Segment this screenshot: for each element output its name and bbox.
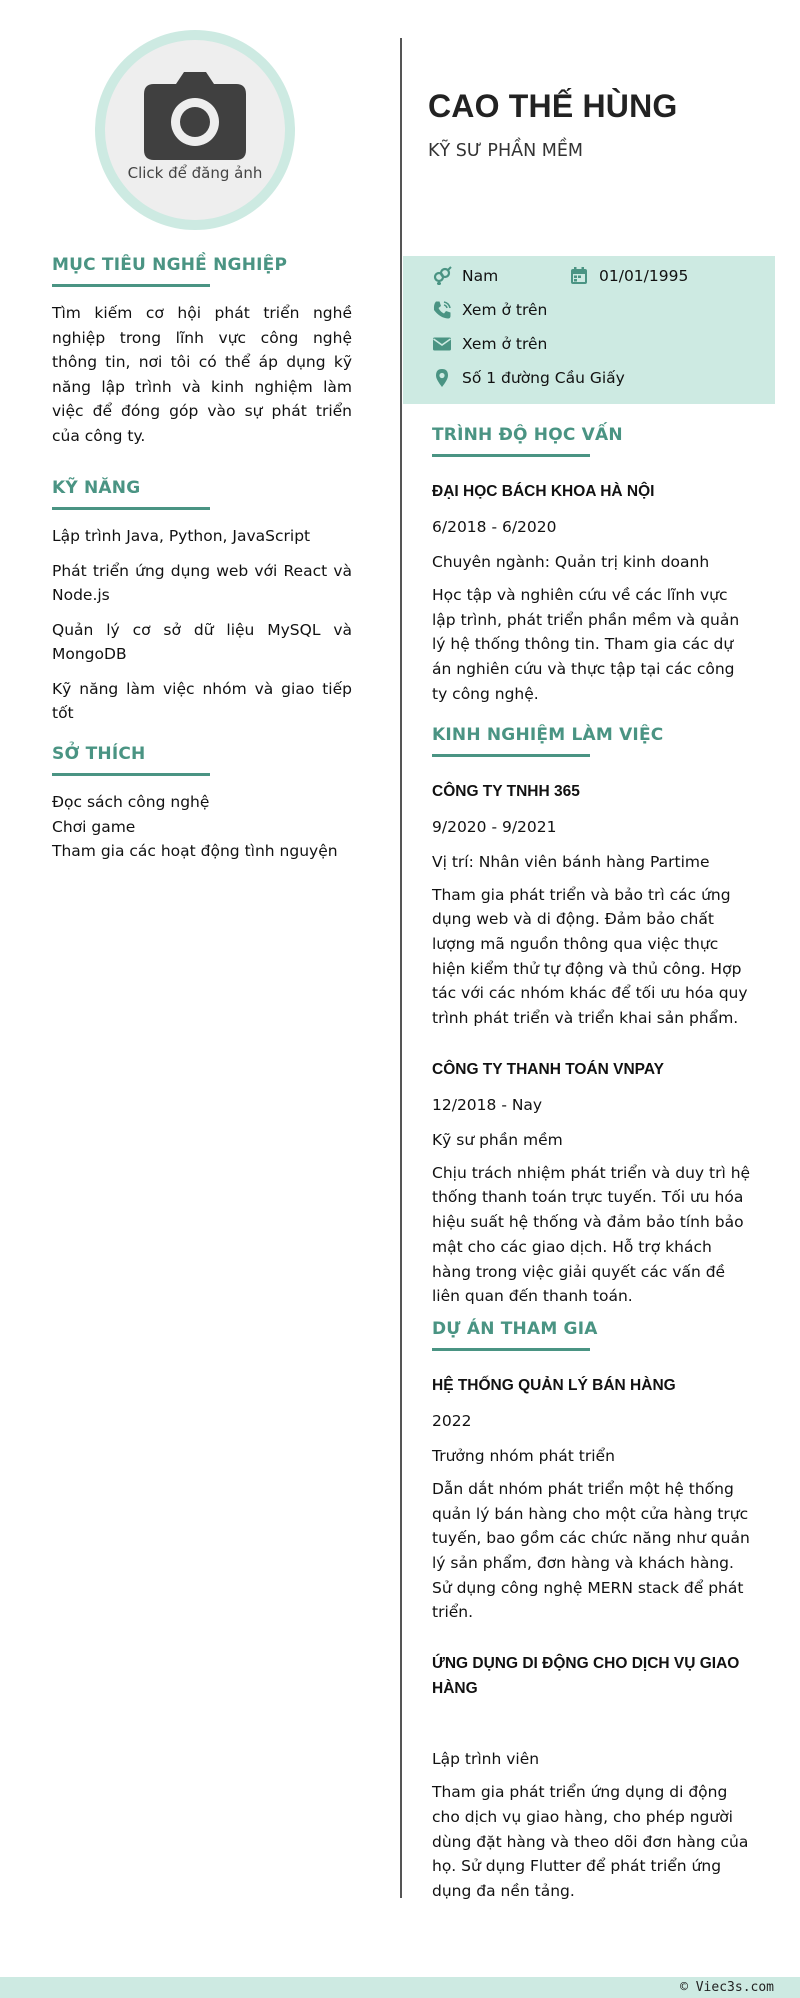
calendar-icon	[569, 266, 589, 286]
section-title-education: TRÌNH ĐỘ HỌC VẤN	[432, 425, 623, 445]
contact-email	[432, 334, 547, 354]
envelope-icon	[432, 334, 452, 354]
skill-item: Quản lý cơ sở dữ liệu MySQL và MongoDB	[52, 621, 352, 663]
skill-item: Phát triển ứng dụng web với React và Node.js	[52, 562, 352, 604]
section-underline	[432, 754, 590, 757]
project-description: Dẫn dắt nhóm phát triển một hệ thống quản lý bán hàng cho một cửa hàng trực tuyến, bao gồm các chức năng như quản lý sản phẩm, đơn hàng và khách hàng. Sử dụng công nghệ MERN stack để phát triển.	[432, 1479, 750, 1622]
gender-icon	[432, 266, 452, 286]
section-underline	[432, 454, 590, 457]
section-title-hobbies: SỞ THÍCH	[52, 744, 146, 764]
section-underline	[52, 284, 210, 287]
section-title-projects: DỰ ÁN THAM GIA	[432, 1318, 598, 1339]
hobby-item: Đọc sách công nghệ	[52, 793, 210, 811]
contact-birthday-value: 01/01/1995	[599, 267, 689, 285]
education-period: 6/2018 - 6/2020	[432, 518, 557, 536]
experience-position: Vị trí: Nhân viên bánh hàng Partime	[432, 852, 710, 871]
section-title-objective: MỤC TIÊU NGHỀ NGHIỆP	[52, 255, 288, 275]
project-role: Trưởng nhóm phát triển	[432, 1446, 615, 1465]
education-section	[432, 425, 754, 707]
map-pin-icon	[432, 368, 452, 388]
contact-email-value: Xem ở trên	[462, 335, 548, 353]
contact-phone	[432, 300, 547, 320]
section-title-experience: KINH NGHIỆM LÀM VIỆC	[432, 724, 664, 745]
experience-period: 9/2020 - 9/2021	[432, 817, 557, 836]
project-name: ỨNG DỤNG DI ĐỘNG CHO DỊCH VỤ GIAO HÀNG	[432, 1655, 740, 1698]
experience-position: Kỹ sư phần mềm	[432, 1130, 563, 1149]
experience-section	[432, 725, 754, 1309]
hobby-item: Tham gia các hoạt động tình nguyện	[52, 842, 338, 860]
skills-list	[52, 524, 352, 725]
education-major: Chuyên ngành: Quản trị kinh doanh	[432, 553, 710, 571]
objective-section	[52, 255, 352, 448]
phone-icon	[432, 300, 452, 320]
education-entry	[432, 479, 754, 707]
skill-item: Kỹ năng làm việc nhóm và giao tiếp tốt	[52, 680, 352, 722]
contact-gender-value: Nam	[462, 267, 499, 285]
experience-entry	[432, 1057, 754, 1309]
projects-section	[432, 1319, 754, 1904]
project-year: 2022	[432, 1411, 472, 1430]
experience-company: CÔNG TY THANH TOÁN VNPAY	[432, 1060, 664, 1078]
avatar-caption: Click để đăng ảnh	[127, 164, 263, 182]
experience-description: Tham gia phát triển và bảo trì các ứng dụng web và di động. Đảm bảo chất lượng mã nguồn thông qua việc thực hiện kiểm thử tự động và thủ công. Hợp tác với các nhóm khác để tối ưu hóa quy trình phát triển và triển khai sản phẩm.	[432, 885, 748, 1028]
avatar-upload[interactable]	[95, 30, 295, 230]
project-description: Tham gia phát triển ứng dụng di động cho dịch vụ giao hàng, cho phép người dùng đặt hàng và theo dõi đơn hàng của họ. Sử dụng Flutter để phát triển ứng dụng đa nền tảng.	[432, 1783, 749, 1900]
candidate-job-title: KỸ SƯ PHẦN MỀM	[428, 141, 584, 161]
camera-icon	[142, 68, 248, 160]
skills-section	[52, 478, 352, 725]
project-year	[432, 1712, 754, 1736]
project-role: Lập trình viên	[432, 1750, 540, 1769]
candidate-name: CAO THẾ HÙNG	[428, 88, 678, 124]
contact-birthday	[569, 266, 688, 286]
column-divider	[400, 38, 402, 1898]
education-description: Học tập và nghiên cứu về các lĩnh vực lập trình, phát triển phần mềm và quản lý hệ thống thông tin. Tham gia các dự án nghiên cứu và thực tập tại các công ty công nghệ.	[432, 586, 740, 703]
experience-company: CÔNG TY TNHH 365	[432, 782, 580, 800]
section-underline	[52, 507, 210, 510]
avatar-placeholder[interactable]	[105, 40, 285, 220]
project-entry	[432, 1373, 754, 1625]
left-column	[52, 255, 352, 864]
project-name: HỆ THỐNG QUẢN LÝ BÁN HÀNG	[432, 1376, 676, 1394]
hobbies-list	[52, 790, 352, 864]
section-underline	[52, 773, 210, 776]
hobbies-section	[52, 744, 352, 864]
footer-credit: © Viec3s.com	[680, 1980, 774, 1995]
education-school: ĐẠI HỌC BÁCH KHOA HÀ NỘI	[432, 483, 655, 500]
footer-bar	[0, 1977, 800, 1998]
skill-item: Lập trình Java, Python, JavaScript	[52, 527, 311, 545]
experience-period: 12/2018 - Nay	[432, 1095, 543, 1114]
project-entry	[432, 1651, 754, 1904]
contact-phone-value: Xem ở trên	[462, 301, 548, 319]
right-column	[432, 425, 754, 1904]
objective-text: Tìm kiếm cơ hội phát triển nghề nghiệp trong lĩnh vực công nghệ thông tin, nơi tôi có thể áp dụng kỹ năng lập trình và kinh nghiệm làm việc để đóng góp vào sự phát triển của công ty.	[52, 304, 352, 445]
experience-description: Chịu trách nhiệm phát triển và duy trì hệ thống thanh toán trực tuyến. Tối ưu hóa hiệu suất hệ thống và đảm bảo tính bảo mật cho các giao dịch. Hỗ trợ khách hàng trong việc giải quyết các vấn đề liên quan đến thanh toán.	[432, 1163, 751, 1306]
contact-address	[432, 368, 625, 388]
experience-entry	[432, 779, 754, 1031]
hobby-item: Chơi game	[52, 817, 136, 836]
section-underline	[432, 1348, 590, 1351]
contact-gender	[432, 266, 498, 286]
contact-address-value: Số 1 đường Cầu Giấy	[462, 369, 625, 387]
section-title-skills: KỸ NĂNG	[52, 478, 141, 498]
contact-panel	[403, 256, 775, 404]
